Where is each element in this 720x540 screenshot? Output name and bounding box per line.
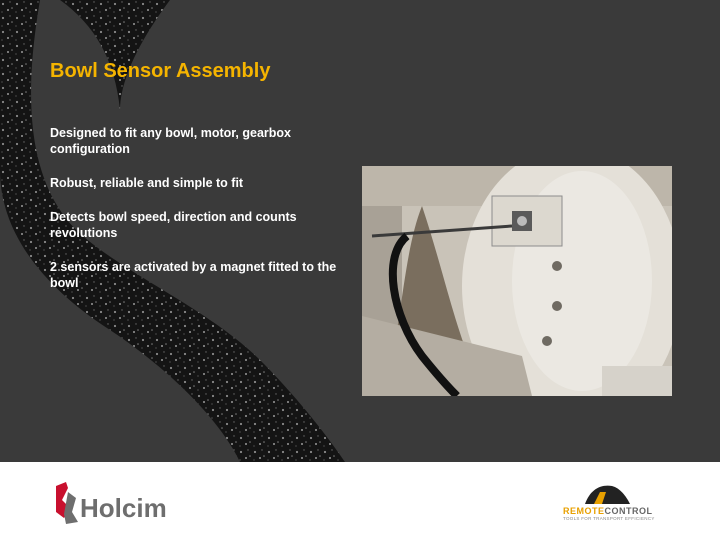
- rc-word-b: CONTROL: [604, 506, 653, 516]
- remote-control-tagline: TOOLS FOR TRANSPORT EFFICIENCY: [563, 516, 655, 521]
- bullet-item: Detects bowl speed, direction and counts revolutions: [50, 210, 297, 240]
- sensor-photo-illustration: [362, 166, 672, 396]
- bullet-item: 2 sensors are activated by a magnet fitted to the bowl: [50, 260, 337, 290]
- remote-control-logo-text: [563, 506, 653, 516]
- bullet-list: [50, 125, 350, 309]
- bullet-item: Designed to fit any bowl, motor, gearbox configuration: [50, 126, 291, 156]
- slide-title: Bowl Sensor Assembly: [50, 60, 271, 82]
- sensor-photo: [362, 166, 672, 396]
- holcim-logo-text: Holcim: [80, 493, 167, 523]
- bullet-item: Robust, reliable and simple to fit: [50, 176, 244, 190]
- rc-word-a: REMOTE: [563, 506, 605, 516]
